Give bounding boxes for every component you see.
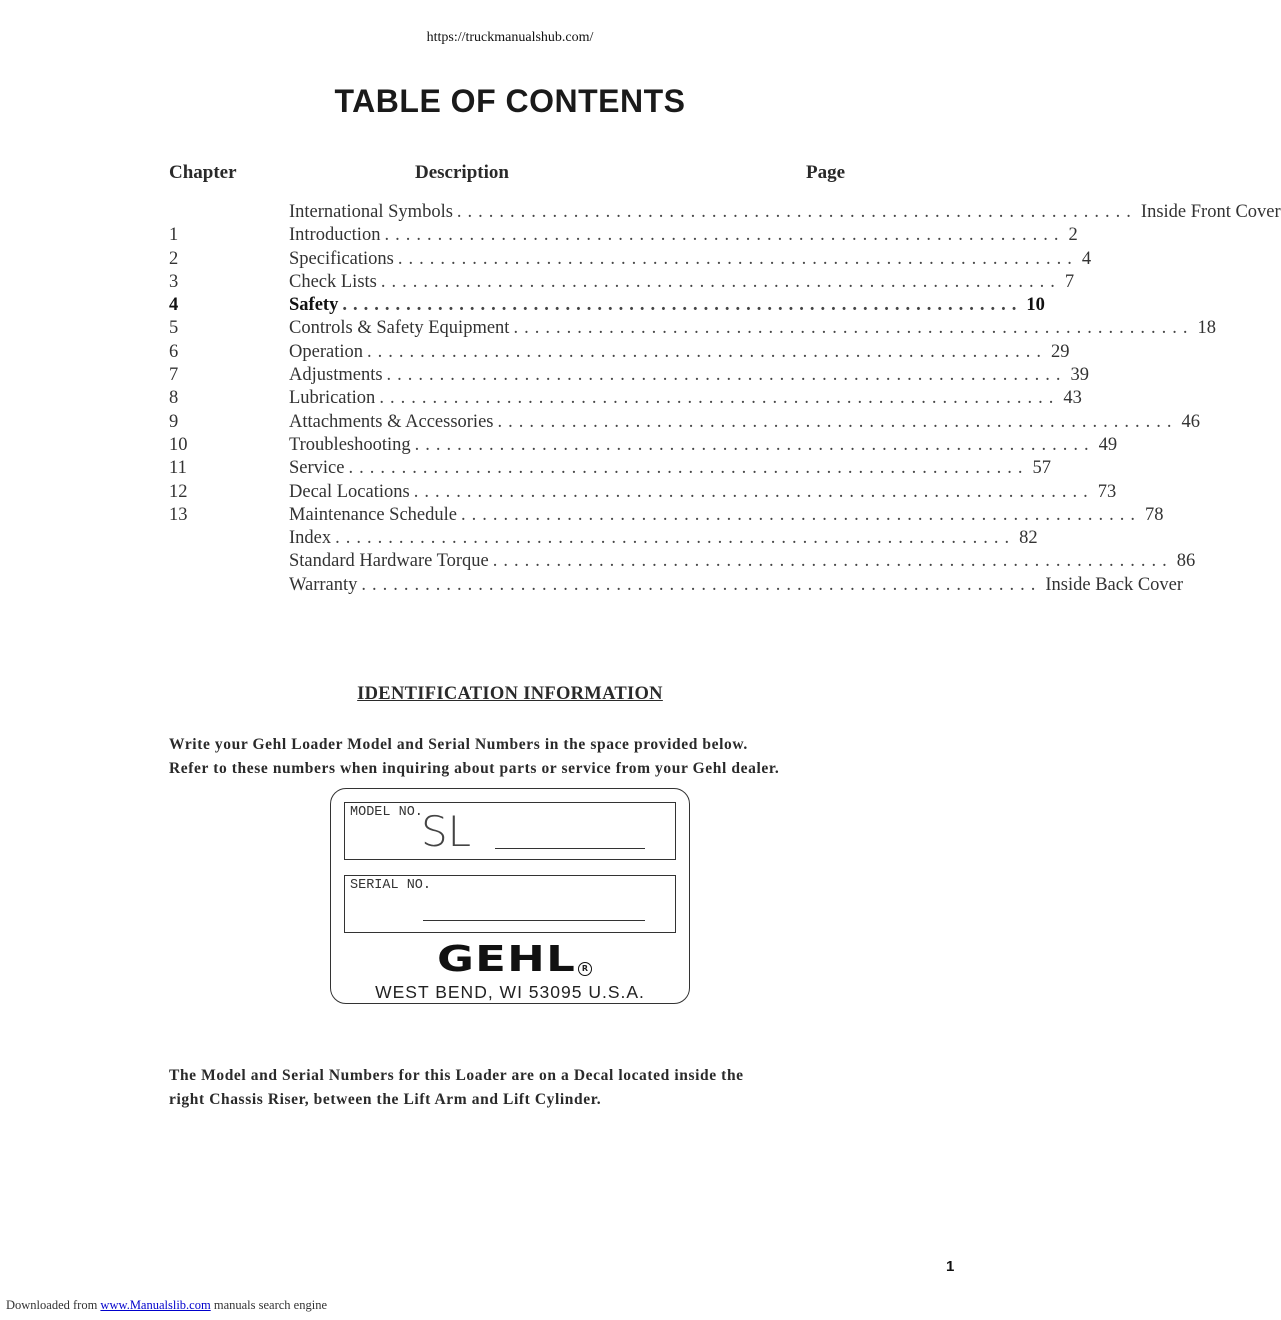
toc-header-chapter: Chapter	[169, 162, 237, 183]
toc-leader: ................................................................	[379, 388, 1060, 409]
toc-row	[169, 527, 1038, 550]
toc-description: Index	[289, 527, 335, 550]
toc-row	[169, 341, 1070, 364]
manualslib-link[interactable]: www.Manualslib.com	[100, 1298, 211, 1312]
source-url: https://truckmanualshub.com/	[426, 30, 594, 45]
toc-row	[169, 201, 1281, 224]
toc-leader: ................................................................	[361, 574, 1042, 595]
toc-description: Specifications	[289, 248, 398, 271]
toc-page: 43	[1063, 388, 1082, 409]
gehl-logo: GEHL	[437, 939, 577, 980]
note-line: The Model and Serial Numbers for this Loader are on a Decal located inside the	[169, 1067, 744, 1084]
toc-description: Service	[289, 457, 348, 480]
toc-description: Attachments & Accessories	[289, 411, 497, 434]
toc-row	[169, 294, 1045, 317]
serial-write-line	[423, 920, 645, 921]
toc-chapter: 13	[169, 504, 188, 525]
toc-description: Troubleshooting	[289, 434, 415, 457]
toc-page: 46	[1181, 411, 1200, 432]
toc-page: 82	[1019, 528, 1038, 549]
toc-description: Introduction	[289, 224, 384, 247]
toc-page: 29	[1050, 341, 1070, 362]
toc-description: Maintenance Schedule	[289, 504, 461, 527]
toc-row	[169, 504, 1164, 527]
toc-row	[169, 317, 1216, 340]
toc-row	[169, 271, 1075, 294]
toc-leader: ................................................................	[492, 551, 1173, 572]
toc-leader: ................................................................	[335, 528, 1016, 549]
toc-chapter: 1	[169, 225, 179, 246]
serial-number-label: SERIAL NO.	[350, 878, 432, 893]
toc-leader: ................................................................	[456, 202, 1137, 222]
toc-page: 10	[1026, 295, 1045, 316]
toc-leader: ................................................................	[414, 434, 1095, 455]
toc-header-page: Page	[806, 162, 846, 183]
toc-description: Decal Locations	[289, 481, 414, 504]
table-of-contents	[169, 201, 1281, 597]
toc-chapter: 9	[169, 411, 179, 432]
toc-chapter: 11	[169, 458, 187, 479]
instruction-line: Write your Gehl Loader Model and Serial Numbers in the space provided below.	[169, 736, 748, 753]
toc-row	[169, 574, 1184, 597]
model-number-box[interactable]	[344, 802, 676, 860]
toc-description: Operation	[289, 341, 367, 364]
toc-row	[169, 248, 1092, 271]
toc-chapter: 2	[169, 248, 179, 269]
toc-page: 86	[1176, 551, 1196, 572]
toc-row	[169, 434, 1118, 457]
toc-leader: ................................................................	[366, 341, 1047, 362]
toc-chapter: 6	[169, 341, 179, 362]
note-line: right Chassis Riser, between the Lift Arm and Lift Cylinder.	[169, 1090, 602, 1108]
toc-chapter: 4	[169, 295, 179, 316]
toc-description: Controls & Safety Equipment	[289, 317, 513, 340]
toc-description: Adjustments	[289, 364, 387, 387]
toc-chapter: 5	[169, 318, 179, 339]
toc-leader: ................................................................	[513, 318, 1194, 339]
location-note	[169, 1064, 859, 1111]
toc-page: Inside Back Cover	[1045, 574, 1184, 595]
plate-address: WEST BEND, WI 53095 U.S.A.	[375, 982, 645, 1002]
toc-page: 49	[1098, 434, 1118, 455]
toc-row	[169, 364, 1090, 387]
toc-page: 4	[1081, 248, 1092, 269]
registered-mark-icon: R	[578, 962, 592, 976]
footer-prefix: Downloaded from	[6, 1298, 98, 1312]
toc-leader: ................................................................	[380, 271, 1061, 292]
toc-leader: ................................................................	[413, 481, 1094, 502]
toc-leader: ................................................................	[342, 295, 1023, 316]
toc-page: 7	[1064, 271, 1075, 292]
toc-chapter: 3	[169, 271, 179, 292]
toc-chapter: 7	[169, 365, 179, 386]
toc-row	[169, 550, 1196, 573]
toc-leader: ................................................................	[348, 458, 1029, 479]
model-prefix: SL	[421, 807, 472, 856]
serial-number-box[interactable]	[344, 875, 676, 933]
toc-chapter: 8	[169, 388, 179, 409]
toc-leader: ................................................................	[384, 225, 1065, 246]
identification-instructions	[169, 733, 859, 780]
identification-plate	[330, 788, 690, 1004]
toc-page: 2	[1068, 225, 1078, 246]
toc-page: 57	[1032, 458, 1051, 479]
toc-leader: ................................................................	[460, 504, 1141, 525]
toc-description: Standard Hardware Torque	[289, 550, 493, 573]
model-write-line	[495, 848, 645, 849]
instruction-line: Refer to these numbers when inquiring about parts or service from your Gehl dealer.	[169, 759, 780, 777]
toc-row	[169, 387, 1082, 410]
toc-page: 73	[1097, 481, 1117, 502]
toc-leader: ................................................................	[386, 365, 1067, 386]
page-number: 1	[946, 1258, 955, 1275]
footer-suffix: manuals search engine	[213, 1298, 327, 1312]
toc-row	[169, 481, 1117, 504]
toc-leader: ................................................................	[397, 248, 1078, 269]
toc-description: Warranty	[289, 574, 361, 597]
toc-description: International Symbols	[289, 201, 457, 224]
toc-row	[169, 411, 1200, 434]
toc-page: 18	[1197, 318, 1216, 339]
toc-page: Inside Front Cover	[1140, 202, 1281, 222]
toc-chapter: 10	[169, 434, 188, 455]
identification-title: IDENTIFICATION INFORMATION	[357, 684, 663, 704]
toc-description: Safety	[289, 294, 342, 317]
toc-leader: ................................................................	[497, 411, 1178, 432]
page-title: TABLE OF CONTENTS	[334, 83, 686, 119]
footer	[6, 1298, 327, 1313]
toc-description: Check Lists	[289, 271, 381, 294]
toc-row	[169, 457, 1051, 480]
toc-page: 39	[1070, 365, 1090, 386]
toc-header-description: Description	[415, 162, 509, 183]
toc-chapter: 12	[169, 481, 188, 502]
toc-row	[169, 224, 1078, 247]
model-number-label: MODEL NO.	[350, 805, 423, 820]
toc-description: Lubrication	[289, 387, 379, 410]
toc-page: 78	[1144, 504, 1164, 525]
